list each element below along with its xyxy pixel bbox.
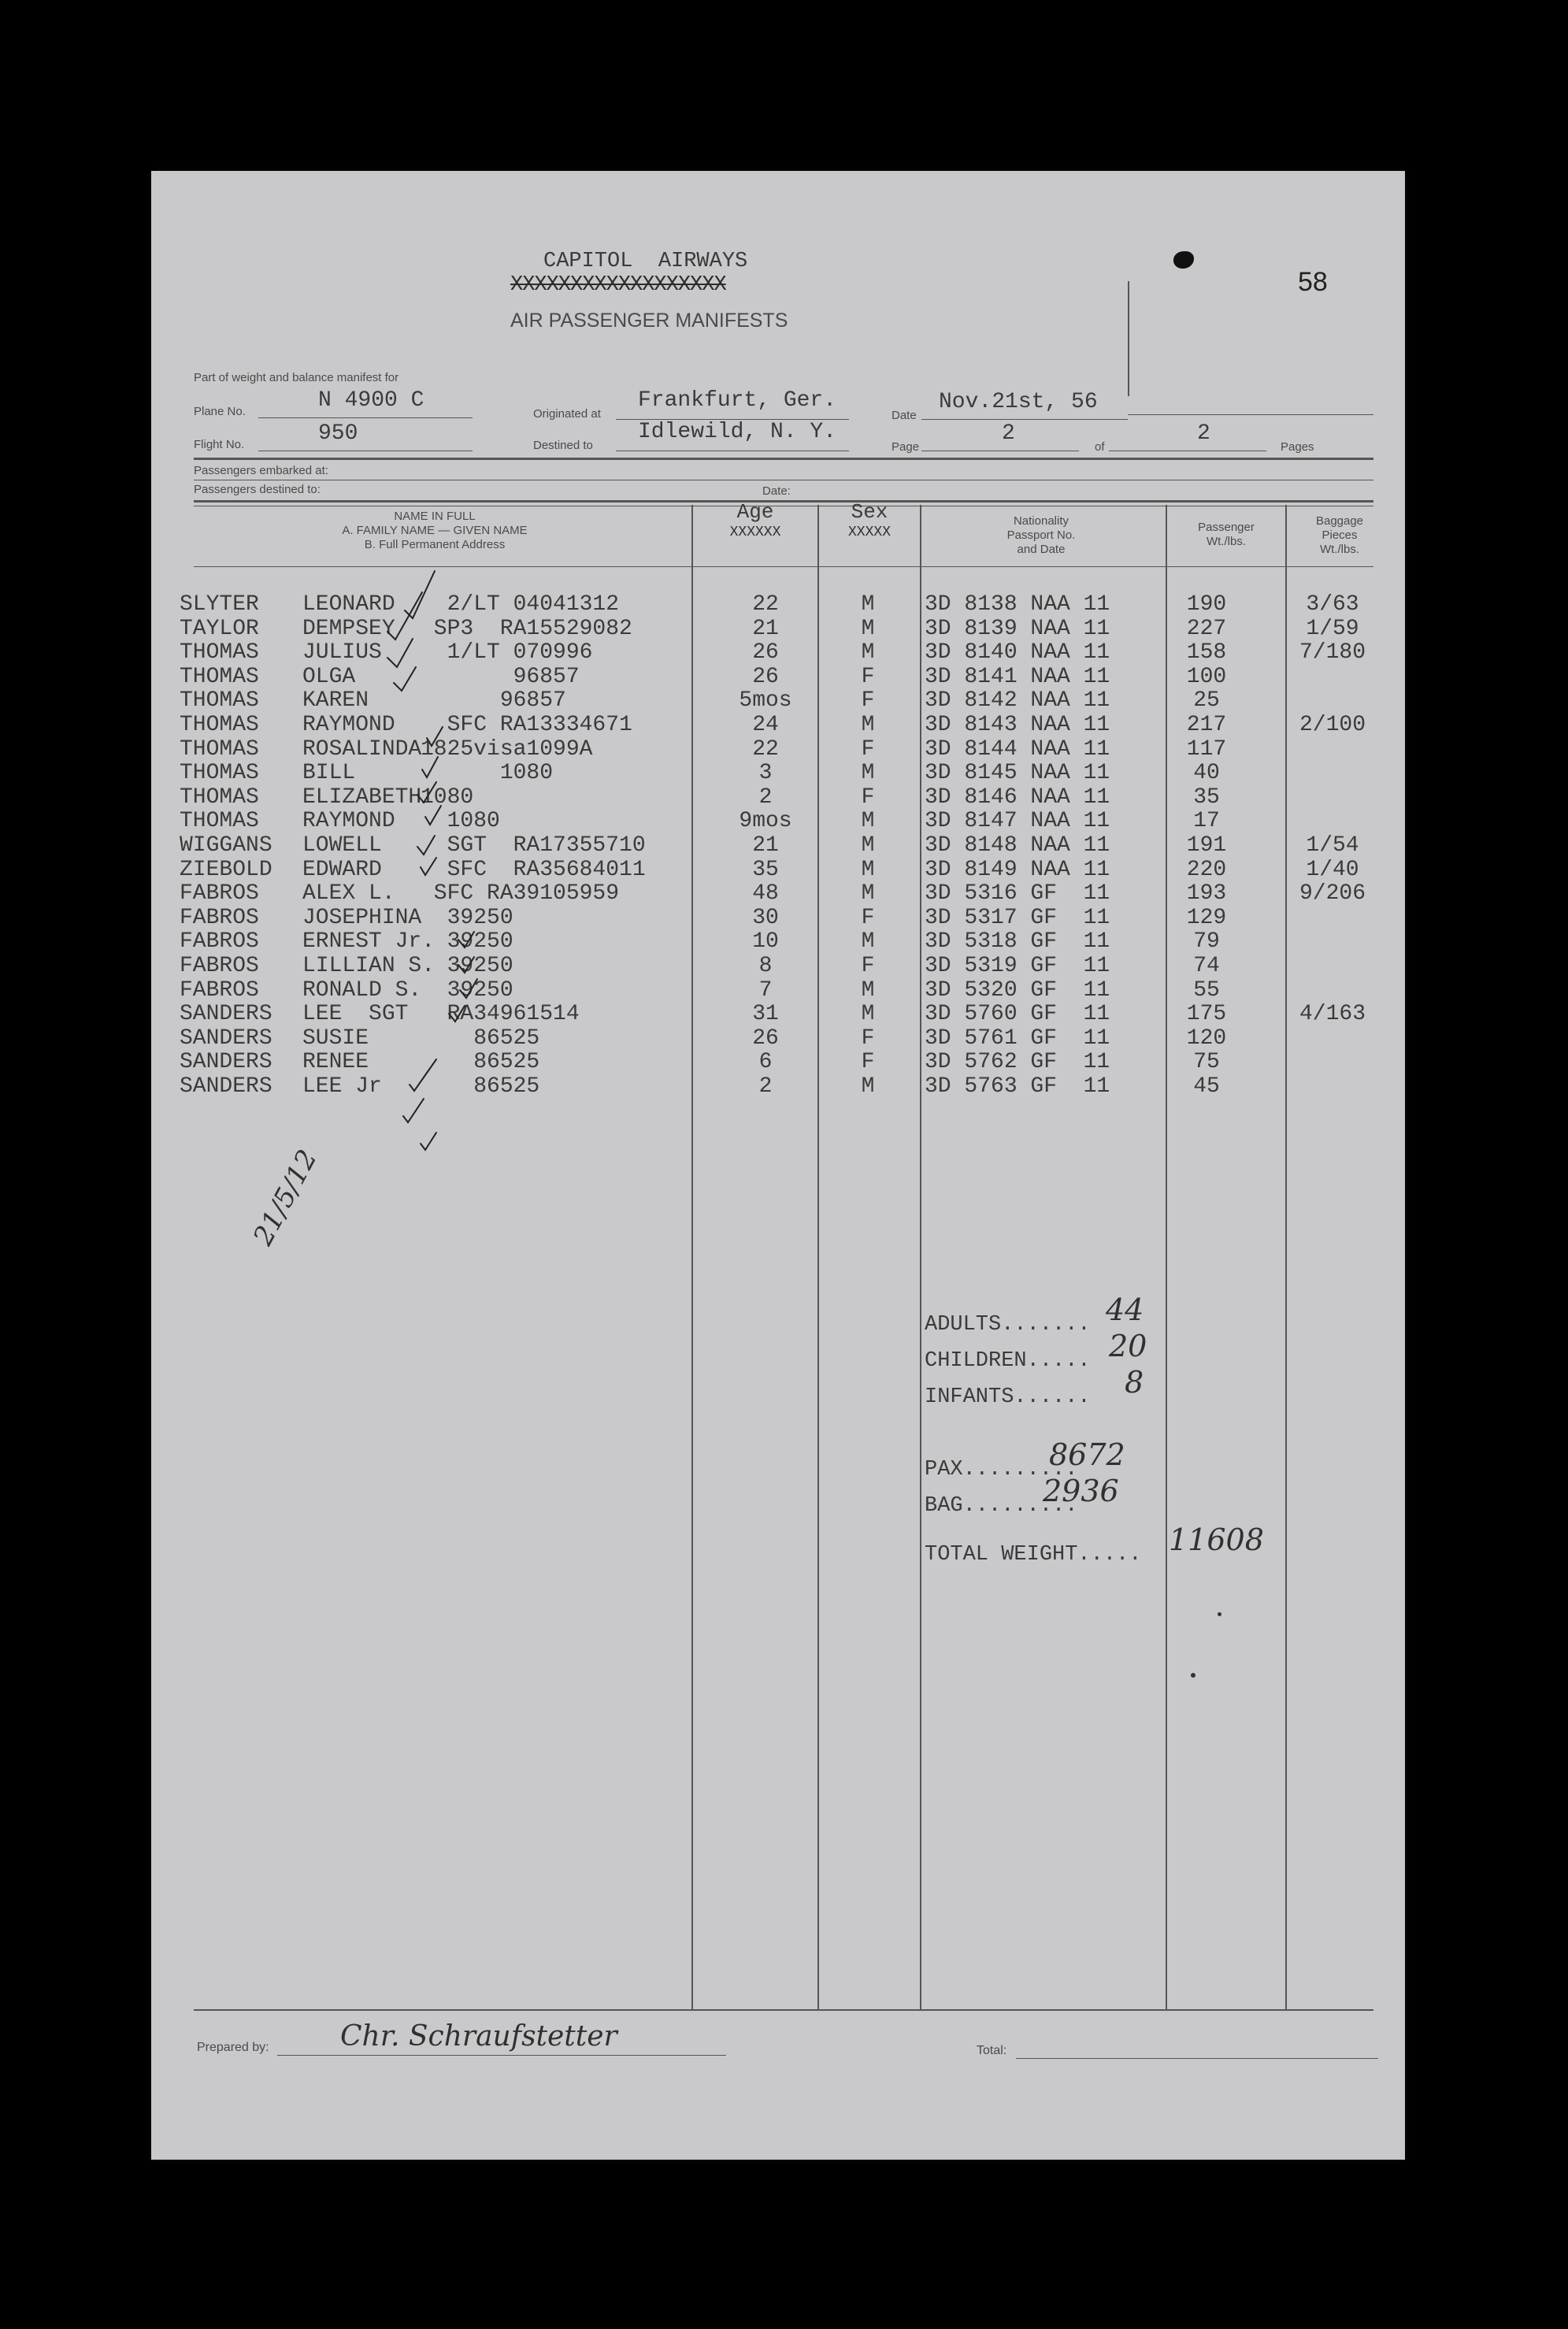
passenger-family-name: SLYTER — [180, 592, 259, 617]
passenger-address: 39250 — [421, 929, 513, 955]
check-mark — [422, 757, 438, 777]
passenger-weight: 190 — [1186, 592, 1227, 617]
adults-label: ADULTS....... — [925, 1313, 1091, 1337]
passenger-given-name: RAYMOND — [302, 713, 395, 737]
check-mark — [387, 592, 422, 640]
bag-value: 2936 — [1043, 1474, 1119, 1508]
passenger-address: 39250 — [421, 905, 513, 930]
passenger-passport: 3D 8138 NAA 11 — [925, 592, 1110, 617]
passenger-weight: 35 — [1193, 784, 1220, 810]
passenger-weight: 117 — [1186, 736, 1227, 762]
passenger-sex: F — [861, 1025, 875, 1051]
passenger-sex: M — [861, 1074, 875, 1099]
passenger-sex: F — [861, 664, 875, 689]
passenger-weight: 227 — [1186, 616, 1227, 641]
infants-label: INFANTS...... — [925, 1385, 1091, 1409]
passenger-age: 35 — [752, 857, 779, 882]
passenger-given-name: LOWELL — [302, 833, 382, 858]
passenger-family-name: THOMAS — [180, 736, 259, 762]
check-mark — [460, 979, 477, 998]
passenger-passport: 3D 8147 NAA 11 — [925, 809, 1110, 834]
passenger-sex: M — [861, 640, 875, 666]
footer-rule — [194, 2009, 1373, 2011]
date-label: Date — [891, 409, 917, 422]
check-mark — [425, 806, 441, 825]
passenger-given-name: ERNEST Jr. — [302, 929, 436, 955]
col-nat-line2: Passport No. — [1006, 528, 1076, 542]
total-weight-label: TOTAL WEIGHT..... — [925, 1543, 1142, 1567]
passenger-given-name: JULIUS — [302, 640, 382, 666]
passenger-passport: 3D 8142 NAA 11 — [925, 688, 1110, 714]
passenger-weight: 217 — [1186, 713, 1227, 737]
passenger-baggage: 1/59 — [1306, 616, 1359, 641]
passenger-sex: M — [861, 929, 875, 955]
passenger-weight: 55 — [1193, 977, 1220, 1003]
passenger-family-name: FABROS — [180, 881, 259, 907]
passenger-weight: 40 — [1193, 761, 1220, 786]
passenger-sex: M — [861, 977, 875, 1003]
passenger-age: 5mos — [739, 688, 792, 714]
prepared-underline — [277, 2055, 726, 2056]
passenger-sex: M — [861, 1002, 875, 1027]
col-age-struck: XXXXXX — [729, 525, 781, 540]
passenger-given-name: RONALD S. — [302, 977, 422, 1003]
passenger-weight: 100 — [1186, 664, 1227, 689]
date2-label: Date: — [762, 484, 791, 498]
passenger-weight: 25 — [1193, 688, 1220, 714]
originated-value: Frankfurt, Ger. — [638, 388, 837, 413]
originated-label: Originated at — [533, 407, 601, 421]
passenger-family-name: SANDERS — [180, 1050, 272, 1075]
passenger-sex: F — [861, 784, 875, 810]
passenger-address: SFC RA13334671 — [421, 713, 632, 737]
flight-label: Flight No. — [194, 438, 245, 451]
airline-name: CAPITOL AIRWAYS — [543, 250, 748, 273]
passenger-passport: 3D 8144 NAA 11 — [925, 736, 1110, 762]
manifest-sheet — [151, 171, 1405, 2160]
plane-label: Plane No. — [194, 405, 246, 418]
passenger-passport: 3D 5760 GF 11 — [925, 1002, 1110, 1027]
passenger-sex: F — [861, 1050, 875, 1075]
col-sex-struck: XXXXX — [847, 525, 891, 540]
passenger-passport: 3D 8143 NAA 11 — [925, 713, 1110, 737]
passenger-age: 3 — [758, 761, 773, 786]
col-sex-label: Sex — [851, 500, 888, 524]
destined-label: Destined to — [533, 439, 593, 452]
passenger-age: 9mos — [739, 809, 792, 834]
passenger-address: 2/LT 04041312 — [421, 592, 620, 617]
check-mark — [387, 639, 413, 667]
form-title: AIR PASSENGER MANIFESTS — [510, 310, 788, 332]
col-age-label: Age — [736, 500, 774, 524]
passenger-passport: 3D 8146 NAA 11 — [925, 784, 1110, 810]
passenger-given-name: EDWARD — [302, 857, 382, 882]
of-value: 2 — [1197, 421, 1210, 446]
passenger-weight: 129 — [1186, 905, 1227, 930]
total-underline — [1016, 2058, 1378, 2059]
bag-label: BAG......... — [925, 1494, 1078, 1518]
passenger-age: 21 — [752, 833, 779, 858]
check-mark — [417, 782, 436, 803]
passenger-family-name: THOMAS — [180, 784, 259, 810]
passenger-passport: 3D 5318 GF 11 — [925, 929, 1110, 955]
passenger-age: 2 — [758, 784, 773, 810]
passenger-passport: 3D 5762 GF 11 — [925, 1050, 1110, 1075]
passenger-given-name: ALEX L. — [302, 881, 395, 907]
check-mark — [421, 858, 436, 875]
prepared-signature: Chr. Schraufstetter — [340, 2020, 617, 2053]
passenger-family-name: FABROS — [180, 954, 259, 978]
children-label: CHILDREN..... — [925, 1349, 1091, 1373]
passenger-baggage: 3/63 — [1306, 592, 1359, 617]
passenger-passport: 3D 8139 NAA 11 — [925, 616, 1110, 641]
passenger-given-name: ROSALINDA — [302, 736, 422, 762]
passenger-passport: 3D 5319 GF 11 — [925, 954, 1110, 978]
col-name-line2: A. FAMILY NAME — GIVEN NAME — [342, 524, 528, 537]
passenger-passport: 3D 5316 GF 11 — [925, 881, 1110, 907]
embarked-label: Passengers embarked at: — [194, 464, 328, 477]
passenger-age: 7 — [758, 977, 773, 1003]
passenger-passport: 3D 5763 GF 11 — [925, 1074, 1110, 1099]
passenger-address: 1080 — [421, 761, 554, 786]
plane-value: N 4900 C — [318, 388, 424, 413]
destined-value: Idlewild, N. Y. — [638, 420, 837, 444]
passenger-sex: F — [861, 688, 875, 714]
passenger-address: SGT RA17355710 — [421, 833, 646, 858]
passenger-weight: 220 — [1186, 857, 1227, 882]
passenger-address: 1825visa1099A — [421, 736, 593, 762]
passenger-address: SFC RA35684011 — [421, 857, 646, 882]
passenger-given-name: OLGA — [302, 664, 356, 689]
passenger-address: 96857 — [421, 688, 566, 714]
page-label: Page — [891, 440, 920, 454]
passenger-address: 86525 — [421, 1074, 540, 1099]
passenger-age: 10 — [752, 929, 779, 955]
passenger-family-name: THOMAS — [180, 761, 259, 786]
passenger-address: SP3 RA15529082 — [421, 616, 632, 641]
passenger-address: 1080 — [421, 809, 500, 834]
col-name-line3: B. Full Permanent Address — [364, 538, 506, 551]
passenger-age: 26 — [752, 640, 779, 666]
check-mark — [458, 932, 474, 948]
passenger-age: 2 — [758, 1074, 773, 1099]
passenger-age: 24 — [752, 713, 779, 737]
passenger-age: 26 — [752, 664, 779, 689]
of-label: of — [1095, 440, 1105, 454]
page-number: 58 — [1298, 267, 1328, 297]
passenger-age: 22 — [752, 592, 779, 617]
passenger-weight: 45 — [1193, 1074, 1220, 1099]
passenger-address: SFC RA39105959 — [421, 881, 620, 907]
margin-note: 21/5/12 — [247, 1144, 324, 1251]
passenger-age: 21 — [752, 616, 779, 641]
passenger-weight: 75 — [1193, 1050, 1220, 1075]
passenger-given-name: JOSEPHINA — [302, 905, 422, 930]
check-mark — [449, 1006, 465, 1022]
passenger-sex: M — [861, 857, 875, 882]
col-wt-line2: Wt./lbs. — [1206, 535, 1246, 548]
check-mark — [405, 571, 435, 618]
passenger-weight: 193 — [1186, 881, 1227, 907]
passenger-family-name: SANDERS — [180, 1074, 272, 1099]
children-value: 20 — [1109, 1329, 1147, 1363]
total-label: Total: — [977, 2044, 1007, 2057]
passenger-passport: 3D 8145 NAA 11 — [925, 761, 1110, 786]
passenger-baggage: 1/40 — [1306, 857, 1359, 882]
checkmarks — [151, 171, 1405, 2160]
passenger-address: 86525 — [421, 1050, 540, 1075]
check-mark — [410, 1059, 436, 1091]
check-mark — [417, 836, 435, 855]
passenger-weight: 74 — [1193, 954, 1220, 978]
passenger-family-name: TAYLOR — [180, 616, 259, 641]
page-value: 2 — [1002, 421, 1015, 446]
passenger-family-name: THOMAS — [180, 809, 259, 834]
passenger-weight: 79 — [1193, 929, 1220, 955]
total-weight-value: 11608 — [1169, 1522, 1264, 1557]
passenger-given-name: ELIZABETH — [302, 784, 422, 810]
check-mark — [403, 1099, 424, 1122]
passenger-given-name: LEE Jr — [302, 1074, 382, 1099]
pax-label: PAX......... — [925, 1458, 1078, 1482]
passenger-given-name: LILLIAN S. — [302, 954, 436, 978]
passenger-baggage: 2/100 — [1299, 713, 1366, 737]
passenger-weight: 191 — [1186, 833, 1227, 858]
stray-dot — [1218, 1612, 1221, 1616]
passenger-address: 1/LT 070996 — [421, 640, 593, 666]
prepared-label: Prepared by: — [197, 2041, 269, 2054]
passenger-family-name: SANDERS — [180, 1025, 272, 1051]
passenger-family-name: THOMAS — [180, 664, 259, 689]
passenger-address: 96857 — [421, 664, 580, 689]
passenger-sex: M — [861, 761, 875, 786]
passenger-age: 8 — [758, 954, 773, 978]
adults-value: 44 — [1106, 1292, 1144, 1327]
struck-line: XXXXXXXXXXXXXXXXXX — [510, 273, 726, 297]
passenger-baggage: 9/206 — [1299, 881, 1366, 907]
col-bag-line3: Wt./lbs. — [1319, 543, 1359, 556]
passenger-sex: M — [861, 809, 875, 834]
passenger-family-name: SANDERS — [180, 1002, 272, 1027]
passenger-given-name: LEE SGT — [302, 1002, 409, 1027]
passenger-family-name: ZIEBOLD — [180, 857, 272, 882]
passenger-sex: F — [861, 736, 875, 762]
part-of-label: Part of weight and balance manifest for — [194, 371, 399, 384]
passenger-weight: 175 — [1186, 1002, 1227, 1027]
passenger-age: 22 — [752, 736, 779, 762]
passenger-family-name: FABROS — [180, 929, 259, 955]
passenger-weight: 120 — [1186, 1025, 1227, 1051]
passenger-age: 26 — [752, 1025, 779, 1051]
passenger-age: 48 — [752, 881, 779, 907]
passenger-age: 30 — [752, 905, 779, 930]
flight-value: 950 — [318, 421, 358, 446]
passenger-given-name: RENEE — [302, 1050, 369, 1075]
passenger-sex: M — [861, 833, 875, 858]
passenger-address: 86525 — [421, 1025, 540, 1051]
passenger-sex: F — [861, 905, 875, 930]
passenger-sex: F — [861, 954, 875, 978]
passenger-given-name: BILL — [302, 761, 356, 786]
passenger-family-name: THOMAS — [180, 640, 259, 666]
passenger-age: 31 — [752, 1002, 779, 1027]
passenger-given-name: DEMPSEY — [302, 616, 395, 641]
passenger-sex: M — [861, 881, 875, 907]
passenger-weight: 17 — [1193, 809, 1220, 834]
check-mark — [458, 957, 474, 973]
passenger-family-name: THOMAS — [180, 713, 259, 737]
passenger-passport: 3D 8140 NAA 11 — [925, 640, 1110, 666]
passenger-baggage: 1/54 — [1306, 833, 1359, 858]
stray-dot — [1191, 1673, 1195, 1678]
passenger-given-name: LEONARD — [302, 592, 395, 617]
passenger-passport: 3D 5320 GF 11 — [925, 977, 1110, 1003]
pages-label: Pages — [1281, 440, 1314, 454]
date-value: Nov.21st, 56 — [939, 390, 1098, 414]
passenger-family-name: WIGGANS — [180, 833, 272, 858]
passenger-address: RA34961514 — [421, 1002, 580, 1027]
passenger-sex: M — [861, 713, 875, 737]
passenger-family-name: FABROS — [180, 905, 259, 930]
infants-value: 8 — [1125, 1365, 1144, 1400]
check-mark — [427, 727, 443, 746]
passenger-baggage: 7/180 — [1299, 640, 1366, 666]
passenger-passport: 3D 8148 NAA 11 — [925, 833, 1110, 858]
col-bag-line1: Baggage — [1315, 514, 1364, 528]
col-wt-line1: Passenger — [1198, 521, 1255, 534]
col-nat-line1: Nationality — [1013, 514, 1069, 528]
passenger-passport: 3D 5761 GF 11 — [925, 1025, 1110, 1051]
passenger-family-name: THOMAS — [180, 688, 259, 714]
destined-pass-label: Passengers destined to: — [194, 483, 321, 496]
passenger-passport: 3D 8141 NAA 11 — [925, 664, 1110, 689]
check-mark — [421, 1133, 436, 1150]
passenger-sex: M — [861, 616, 875, 641]
passenger-given-name: RAYMOND — [302, 809, 395, 834]
passenger-passport: 3D 8149 NAA 11 — [925, 857, 1110, 882]
passenger-baggage: 4/163 — [1299, 1002, 1366, 1027]
check-mark — [394, 667, 416, 691]
passenger-family-name: FABROS — [180, 977, 259, 1003]
passenger-given-name: SUSIE — [302, 1025, 369, 1051]
col-name-line1: NAME IN FULL — [394, 510, 476, 523]
pax-value: 8672 — [1049, 1437, 1125, 1472]
passenger-passport: 3D 5317 GF 11 — [925, 905, 1110, 930]
passenger-given-name: KAREN — [302, 688, 369, 714]
passenger-sex: M — [861, 592, 875, 617]
passenger-weight: 158 — [1186, 640, 1227, 666]
passenger-address: 39250 — [421, 954, 513, 978]
passenger-age: 6 — [758, 1050, 773, 1075]
passenger-address: 1080 — [421, 784, 474, 810]
col-bag-line2: Pieces — [1321, 528, 1358, 542]
passenger-address: 39250 — [421, 977, 513, 1003]
col-nat-line3: and Date — [1017, 543, 1066, 556]
